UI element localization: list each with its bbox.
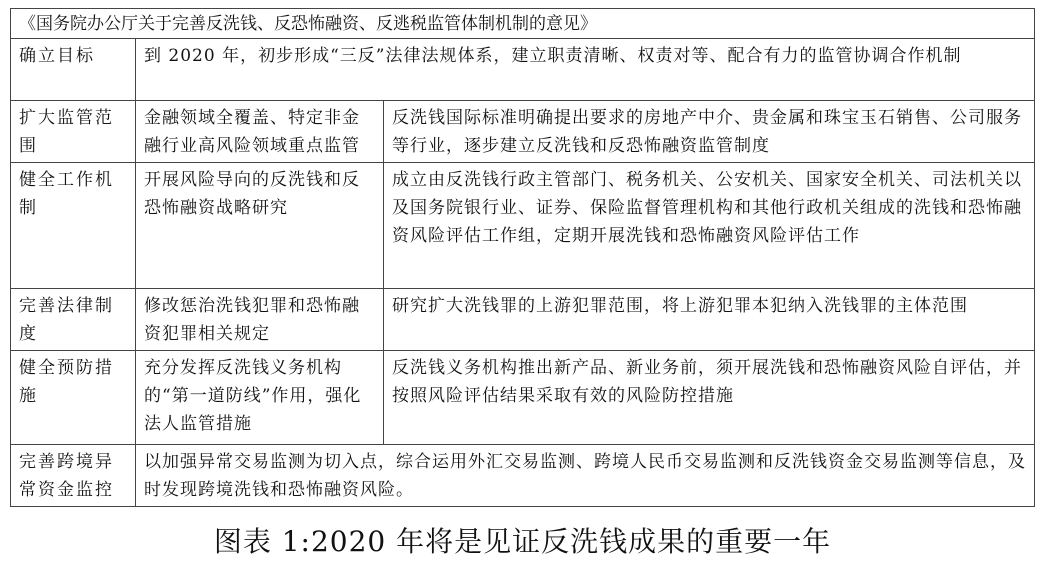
table-row bbox=[11, 351, 1035, 445]
row-detail: 反洗钱义务机构推出新产品、新业务前，须开展洗钱和恐怖融资风险自评估，并按照风险评估结果采取有效的风险防控措施 bbox=[384, 351, 1035, 445]
row-label: 扩大监管范围 bbox=[11, 101, 136, 163]
row-measure: 修改惩治洗钱犯罪和恐怖融资犯罪相关规定 bbox=[136, 289, 384, 351]
row-content: 以加强异常交易监测为切入点，综合运用外汇交易监测、跨境人民币交易监测和反洗钱资金交易监测等信息，及时发现跨境洗钱和恐怖融资风险。 bbox=[136, 445, 1035, 507]
figure-caption: 图表 1:2020 年将是见证反洗钱成果的重要一年 bbox=[213, 525, 832, 558]
row-label: 健全预防措施 bbox=[11, 351, 136, 445]
row-content: 到 2020 年，初步形成“三反”法律法规体系，建立职责清晰、权责对等、配合有力的监管协调合作机制 bbox=[136, 39, 1035, 101]
document-title: 《国务院办公厅关于完善反洗钱、反恐怖融资、反逃税监管体制机制的意见》 bbox=[10, 8, 1035, 38]
policy-table bbox=[10, 38, 1035, 507]
row-detail: 成立由反洗钱行政主管部门、税务机关、公安机关、国家安全机关、司法机关以及国务院银行业、证券、保险监督管理机构和其他行政机关组成的洗钱和恐怖融资风险评估工作组，定期开展洗钱和恐怖融资风险评估工作 bbox=[384, 163, 1035, 289]
row-detail: 反洗钱国际标准明确提出要求的房地产中介、贵金属和珠宝玉石销售、公司服务等行业，逐步建立反洗钱和反恐怖融资监管制度 bbox=[384, 101, 1035, 163]
table-row bbox=[11, 39, 1035, 101]
row-label: 完善跨境异常资金监控 bbox=[11, 445, 136, 507]
row-label: 健全工作机制 bbox=[11, 163, 136, 289]
row-detail: 研究扩大洗钱罪的上游犯罪范围，将上游犯罪本犯纳入洗钱罪的主体范围 bbox=[384, 289, 1035, 351]
row-label: 完善法律制度 bbox=[11, 289, 136, 351]
table-row bbox=[11, 101, 1035, 163]
table-row bbox=[11, 289, 1035, 351]
row-measure: 充分发挥反洗钱义务机构的“第一道防线”作用，强化法人监管措施 bbox=[136, 351, 384, 445]
row-measure: 开展风险导向的反洗钱和反恐怖融资战略研究 bbox=[136, 163, 384, 289]
table-row bbox=[11, 163, 1035, 289]
document-table bbox=[10, 8, 1035, 507]
row-measure: 金融领域全覆盖、特定非金融行业高风险领域重点监管 bbox=[136, 101, 384, 163]
row-label: 确立目标 bbox=[11, 39, 136, 101]
table-row bbox=[11, 445, 1035, 507]
